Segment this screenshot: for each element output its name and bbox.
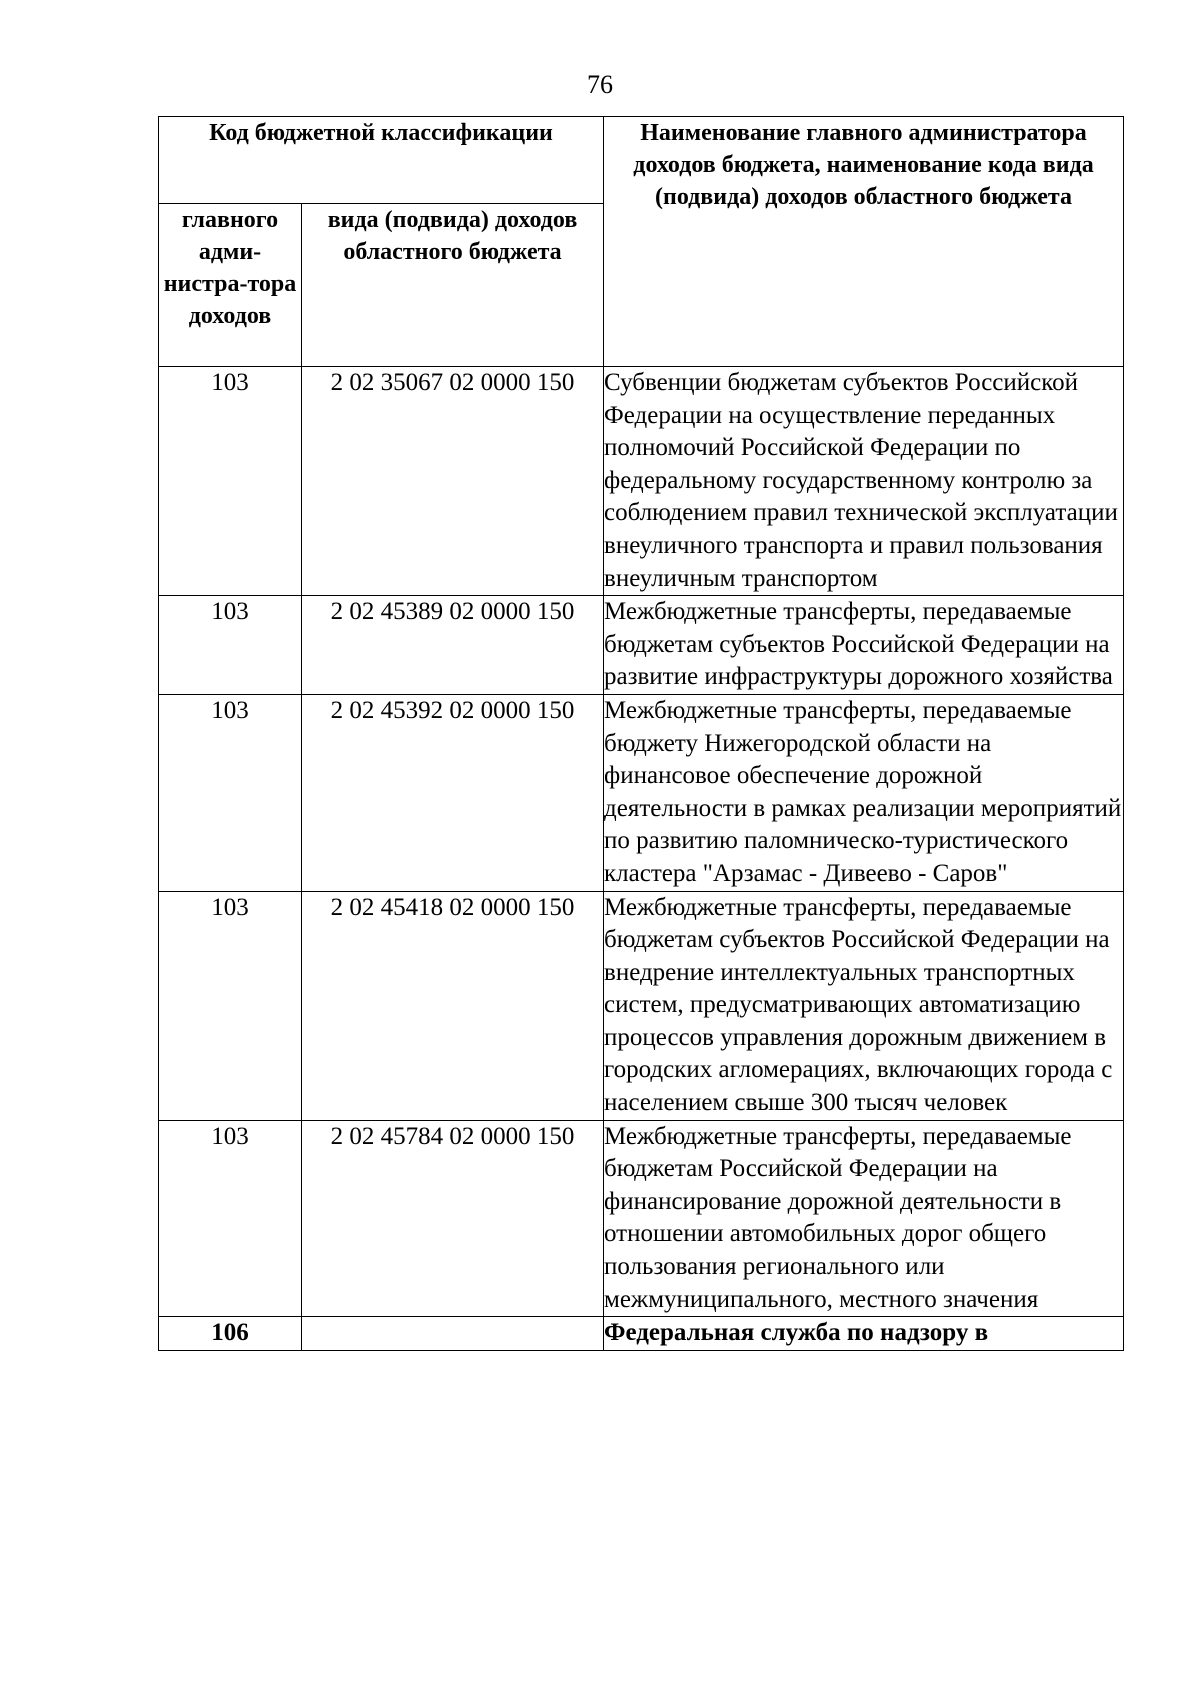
administrator-name-cell: Федеральная служба по надзору в [604, 1317, 1124, 1351]
budget-classification-table [158, 116, 1124, 1351]
income-name-cell: Межбюджетные трансферты, передаваемые бюджетам Российской Федерации на финансирование дорожной деятельности в отношении автомобильных дорог общего пользования регионального или межмуниципального, местного значения [604, 1120, 1124, 1317]
table-row [159, 367, 1124, 596]
page-number: 76 [587, 70, 613, 99]
header-main-administrator: главного адми-нистра-тора доходов [159, 204, 302, 367]
header-income-type-code: вида (подвида) доходов областного бюджета [302, 204, 604, 367]
admin-code-cell: 103 [159, 694, 302, 891]
income-code-cell: 2 02 45392 02 0000 150 [302, 694, 604, 891]
income-code-cell: 2 02 45389 02 0000 150 [302, 596, 604, 695]
table-row-administrator [159, 1317, 1124, 1351]
income-name-cell: Межбюджетные трансферты, передаваемые бюджетам субъектов Российской Федерации на внедрение интеллектуальных транспортных систем, предусматривающих автоматизацию процессов управления дорожным движением в городских агломерациях, включающих города с населением свыше 300 тысяч человек [604, 891, 1124, 1120]
admin-code-cell: 103 [159, 891, 302, 1120]
income-name-cell: Межбюджетные трансферты, передаваемые бюджету Нижегородской области на финансовое обеспечение дорожной деятельности в рамках реализации мероприятий по развитию паломническо-туристического кластера "Арзамас - Дивеево - Саров" [604, 694, 1124, 891]
income-code-cell: 2 02 45418 02 0000 150 [302, 891, 604, 1120]
admin-code-cell: 103 [159, 596, 302, 695]
header-administrator-name: Наименование главного администратора доходов бюджета, наименование кода вида (подвида) доходов областного бюджета [604, 117, 1124, 367]
income-name-cell: Межбюджетные трансферты, передаваемые бюджетам субъектов Российской Федерации на развитие инфраструктуры дорожного хозяйства [604, 596, 1124, 695]
admin-code-cell: 106 [159, 1317, 302, 1351]
header-classification-code: Код бюджетной классификации [159, 117, 604, 204]
table-row [159, 694, 1124, 891]
table-row [159, 596, 1124, 695]
income-code-cell [302, 1317, 604, 1351]
income-name-cell: Субвенции бюджетам субъектов Российской Федерации на осуществление переданных полномочий Российской Федерации по федеральному государственному контролю за соблюдением правил технической эксплуатации внеуличного транспорта и правил пользования внеуличным транспортом [604, 367, 1124, 596]
admin-code-cell: 103 [159, 367, 302, 596]
admin-code-cell: 103 [159, 1120, 302, 1317]
income-code-cell: 2 02 45784 02 0000 150 [302, 1120, 604, 1317]
table-row [159, 1120, 1124, 1317]
income-code-cell: 2 02 35067 02 0000 150 [302, 367, 604, 596]
table-row [159, 891, 1124, 1120]
